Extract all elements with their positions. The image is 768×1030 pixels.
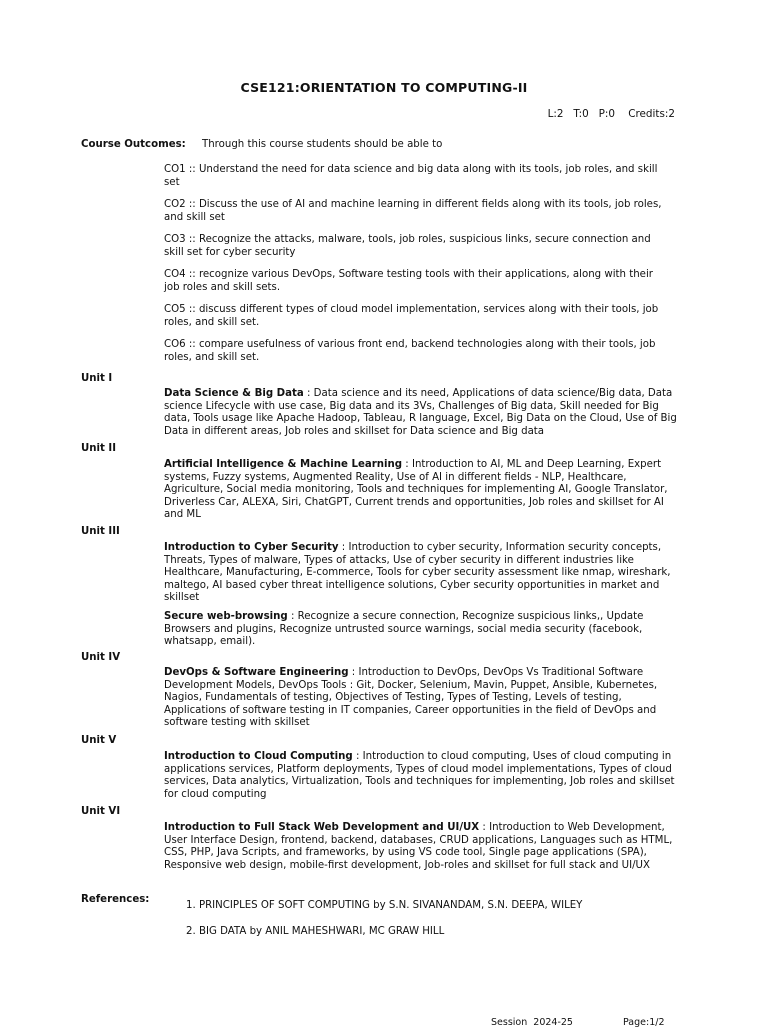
topic-text: : Introduction to AI, ML and Deep Learning, Expert systems, Fuzzy systems, Augmented Reality, Use of AI in different fields - NLP, Healthcare, Agriculture, Social media monitoring, Tools and techniques for implementing AI, Google Translator, Driverless Car, ALEXA, Siri, ChatGPT, Current trends and opportunities, Job roles and skillset for AI and ML [164, 459, 668, 521]
unit-content [164, 542, 686, 655]
course-outcomes-label: Course Outcomes: [81, 139, 186, 150]
co-item: CO5 :: discuss different types of cloud model implementation, services along with their tools, job roles, and skill set. [164, 303, 659, 328]
unit-content [164, 459, 686, 528]
unit-paragraph [164, 388, 686, 438]
topic-heading: Introduction to Cloud Computing [164, 751, 353, 762]
unit-paragraph [164, 822, 686, 872]
references-list [186, 900, 582, 951]
page-number: Page:1/2 [623, 1017, 665, 1028]
topic-heading: Artificial Intelligence & Machine Learning [164, 459, 403, 470]
course-outcomes-intro: Through this course students should be able to [202, 139, 443, 150]
unit-content [164, 388, 686, 444]
unit-paragraph [164, 667, 686, 730]
unit-content [164, 751, 686, 807]
references-label: References: [81, 894, 150, 905]
unit-label: Unit VI [81, 806, 121, 817]
unit-paragraph [164, 459, 686, 522]
unit-label: Unit III [81, 526, 120, 537]
topic-heading: DevOps & Software Engineering [164, 667, 349, 678]
unit-label: Unit I [81, 373, 113, 384]
session-label: Session 2024-25 [491, 1017, 573, 1028]
co-item: CO2 :: Discuss the use of AI and machine learning in different fields along with its tools, job roles, and skill set [164, 198, 662, 223]
co-item: CO6 :: compare usefulness of various front end, backend technologies along with their tools, job roles, and skill set. [164, 338, 656, 363]
course-outcomes-list [164, 164, 664, 374]
reference-item: 2. BIG DATA by ANIL MAHESHWARI, MC GRAW HILL [186, 925, 445, 937]
topic-text: : Introduction to Web Development, User Interface Design, frontend, backend, databases, CRUD applications, Languages such as HTML, CSS, PHP, Java Scripts, and frameworks, by using VS code tool, Single page applications (SPA), Responsive web design, mobile-first development, Job-roles and skillset for full stack and UI/UX [164, 822, 673, 871]
unit-content [164, 667, 686, 736]
topic-heading: Introduction to Cyber Security [164, 542, 339, 553]
topic-heading: Secure web-browsing [164, 610, 288, 622]
co-item: CO4 :: recognize various DevOps, Software testing tools with their applications, along with their job roles and skill sets. [164, 268, 653, 293]
co-item: CO1 :: Understand the need for data science and big data along with its tools, job roles, and skill set [164, 164, 658, 188]
topic-text: : Introduction to DevOps, DevOps Vs Traditional Software Development Models, DevOps Tools : Git, Docker, Selenium, Mavin, Puppet, Ansible, Kubernetes, Nagios, Fundamentals of testing, Objectives of Testing, Types of Testing, Levels of testing, Applications of software testing in IT companies, Career opportunities in the field of DevOps and software testing with skillset [164, 667, 658, 729]
topic-heading: Data Science & Big Data [164, 388, 304, 399]
unit-paragraph [164, 751, 686, 801]
topic-text: : Introduction to cyber security, Information security concepts, Threats, Types of malware, Types of attacks, Use of cyber security in different industries like Healthcare, Manufacturing, E-commerce, Tools for cyber security assessment like nmap, wireshark, maltego, AI based cyber threat intelligence solutions, Cyber security opportunities in market and skillset [164, 542, 671, 604]
unit-label: Unit II [81, 443, 117, 454]
unit-label: Unit IV [81, 652, 121, 663]
topic-text: : Recognize a secure connection, Recognize suspicious links,, Update Browsers and plugins, Recognize untrusted source warnings, social media security (facebook, whatsapp, email). [164, 610, 644, 648]
course-title: CSE121:ORIENTATION TO COMPUTING-II [240, 80, 528, 95]
topic-text: : Introduction to cloud computing, Uses of cloud computing in applications services, Platform deployments, Types of cloud model implementations, Types of cloud services, Data analytics, Virtualization, Tools and techniques for implementing, Job roles and skillset for cloud computing [164, 751, 675, 800]
co-item: CO3 :: Recognize the attacks, malware, tools, job roles, suspicious links, secure connection and skill set for cyber security [164, 233, 651, 258]
unit-paragraph [164, 611, 686, 649]
topic-heading: Introduction to Full Stack Web Development and UI/UX [164, 822, 480, 833]
unit-paragraph [164, 542, 686, 605]
unit-content [164, 822, 686, 878]
topic-text: : Data science and its need, Applications of data science/Big data, Data science Lifecycle with use case, Big data and its 3Vs, Challenges of Big data, Skill needed for Big data, Tools usage like Apache Hadoop, Tableau, R language, Excel, Big Data on the Cloud, Use of Big Data in different areas, Job roles and skillset for Data science and Big data [164, 388, 677, 437]
unit-label: Unit V [81, 735, 117, 746]
reference-item: 1. PRINCIPLES OF SOFT COMPUTING by S.N. SIVANANDAM, S.N. DEEPA, WILEY [186, 900, 583, 911]
credits-line: L:2 T:0 P:0 Credits:2 [547, 108, 675, 120]
